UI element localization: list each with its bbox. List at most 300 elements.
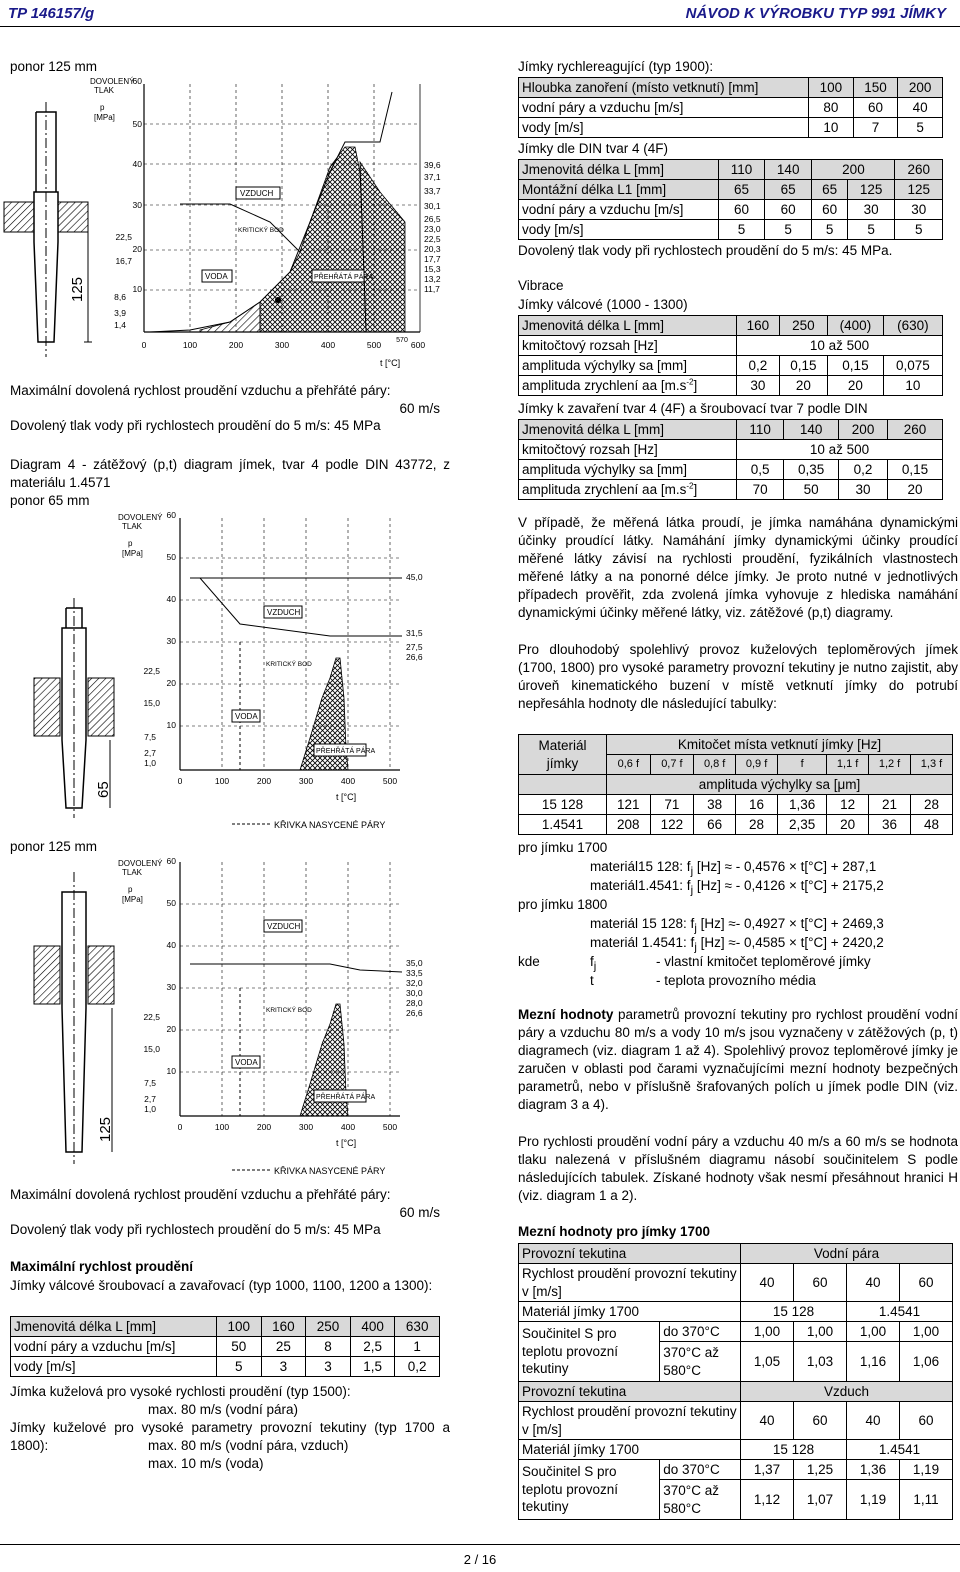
cell: 250 [306, 1317, 351, 1337]
x-tick: 200 [256, 776, 272, 786]
cell: 60 [764, 200, 812, 220]
y-tick: 10 [132, 284, 142, 294]
limits-1700-heading: Mezní hodnoty pro jímky 1700 [518, 1224, 711, 1239]
table-row [519, 460, 943, 480]
cell: 7 [853, 118, 898, 138]
table-row [11, 1337, 440, 1357]
max-speed-line: Maximální dovolená rychlost proudění vzduchu a přehřáté páry: [10, 1187, 391, 1202]
table-row [519, 735, 953, 755]
cell: 121 [607, 795, 651, 815]
cell: 0,8 f [694, 755, 736, 775]
cell: do 370°C [660, 1460, 741, 1480]
vibration-heading: Vibrace [518, 278, 564, 293]
right-value: 22,5 [424, 234, 441, 244]
max-speed-line: Maximální dovolená rychlost proudění vzduchu a přehřáté páry: [10, 383, 391, 398]
cell: 160 [261, 1317, 306, 1337]
table-row [519, 316, 943, 336]
doc-number: TP 146157/g [8, 5, 95, 22]
cell: (400) [828, 316, 884, 336]
cell: 260 [895, 160, 943, 180]
cell: 1,00 [794, 1322, 847, 1342]
cell: 3 [306, 1357, 351, 1377]
table-row [519, 1440, 953, 1460]
t-symbol: t [590, 973, 594, 988]
cell: 1,36 [847, 1460, 900, 1480]
conical-text-2: Jímky kuželové pro vysoké parametry provozní tekutiny (typ 1700 a 1800): [10, 1420, 450, 1453]
label-kriticky-bod: KRITICKÝ BOD [266, 661, 312, 668]
right-value: 20,3 [424, 244, 441, 254]
table-row [11, 1357, 440, 1377]
allowed-pressure: Dovolený tlak vody při rychlostech proudění do 5 m/s: 45 MPa. [518, 243, 893, 258]
cell: kmitočtový rozsah [Hz] [519, 440, 737, 460]
table-row [519, 356, 943, 376]
cell: 1,12 [741, 1480, 794, 1520]
table-row [519, 775, 953, 795]
cell: 60 [794, 1402, 847, 1440]
pressure-line: Dovolený tlak vody při rychlostech proudění do 5 m/s: 45 MPa [10, 1222, 381, 1238]
cell: 60 [719, 200, 765, 220]
cell: 1,00 [741, 1322, 794, 1342]
cell: 5 [812, 220, 847, 240]
cell: 250 [779, 316, 827, 336]
pressure-line: Dovolený tlak vody při rychlostech proudění do 5 m/s: 45 MPa [10, 418, 381, 434]
table-limits-1700 [518, 1243, 953, 1520]
cell: 0,075 [883, 356, 942, 376]
y-tick: 15,0 [143, 1044, 160, 1054]
cell: Součinitel S pro teplotu provozní tekutiny [519, 1322, 660, 1382]
y-tick: 22,5 [143, 1012, 160, 1022]
cell: 60 [794, 1264, 847, 1302]
table-row [519, 220, 943, 240]
label-voda: VODA [235, 1058, 258, 1067]
x-tick: 300 [298, 1122, 314, 1132]
table-row [519, 1302, 953, 1322]
table-row [519, 78, 943, 98]
max-speed-value: 60 m/s [399, 1204, 440, 1220]
conical-text-1: Jímka kuželová pro vysoké rychlosti proudění (typ 1500): [10, 1384, 351, 1399]
fj-symbol: $f_j$ [590, 954, 597, 973]
formula-text: [Hz] ≈- 0,4927 × t[°C] + 2469,3 [696, 916, 884, 931]
label-kriticky-bod: KRITICKÝ BOD [266, 1007, 312, 1014]
cell: 2,5 [350, 1337, 395, 1357]
y-tick: 60 [166, 856, 176, 866]
dynamic-paragraph: V případě, že měřená látka proudí, je jímka namáhána dynamickými účinky proudící látky. Namáhání jímky dynamickými účinky proudící měřené látky závisí na rychlosti proudění, fyzikálních vlastnostech měřené látky a na ponorné délce jímky. Je proto nutné v jednotlivých případech prověřit, zda zvolená jímka vyhovuje z hlediska namáhání dynamickými účinky měřené látky, viz. zátěžové (p,t) diagramy. [518, 515, 958, 620]
cell: 20 [828, 376, 884, 396]
formula-text: materiál1.4541: f [590, 878, 691, 893]
cell: 30 [737, 376, 780, 396]
conical-text-2c: max. 10 m/s (voda) [148, 1456, 264, 1471]
cell: Jmenovitá délka L [mm] [519, 420, 737, 440]
cell: Materiál jímky 1700 [519, 1302, 741, 1322]
where-label: kde [518, 954, 540, 969]
cell: 125 [895, 180, 943, 200]
right-value: 13,2 [424, 274, 441, 284]
table-row [519, 1244, 953, 1264]
label-vzduch: VZDUCH [267, 922, 301, 931]
cell: 110 [719, 160, 765, 180]
cylindrical-heading: Jímky válcové (1000 - 1300) [518, 297, 688, 312]
formula-1700-a: materiál15 128: $f_j$ [Hz] ≈ - 0,4576 × t[°C] + 287,1 [590, 859, 877, 878]
cell: amplituda výchylky sa [mm] [519, 356, 737, 376]
x-tick: 300 [298, 776, 314, 786]
symbol: f [590, 954, 594, 969]
table-row [519, 1322, 953, 1342]
cell: 1,16 [847, 1342, 900, 1382]
table-row [519, 1460, 953, 1480]
cell: 1,03 [794, 1342, 847, 1382]
max-flow-heading: Maximální rychlost proudění [10, 1259, 194, 1274]
right-value: 23,0 [424, 224, 441, 234]
cell: 25 [261, 1337, 306, 1357]
conical-text-1b: max. 80 m/s (vodní pára) [148, 1402, 299, 1417]
cell: 1,11 [900, 1480, 953, 1520]
formula-1800-a: materiál 15 128: $f_j$ [Hz] ≈- 0,4927 × t[°C] + 2469,3 [590, 916, 884, 935]
cell: 370°C až 580°C [660, 1480, 741, 1520]
saturation-curve-label: KŘIVKA NASYCENÉ PÁRY [274, 1166, 386, 1176]
cell: 5 [719, 220, 765, 240]
cell: 0,15 [828, 356, 884, 376]
right-value: 30,0 [406, 988, 423, 998]
x-tick: 0 [177, 776, 183, 786]
formula-text: materiál 15 128: f [590, 916, 695, 931]
cell: 140 [784, 420, 839, 440]
cell: 10 [883, 376, 942, 396]
t-description: - teplota provozního média [656, 973, 816, 988]
y-axis-label-3: p [100, 103, 105, 112]
right-value: 17,7 [424, 254, 441, 264]
formula-text: [Hz] ≈ - 0,4576 × t[°C] + 287,1 [693, 859, 877, 874]
cell: 1 [395, 1337, 440, 1357]
table-row [519, 160, 943, 180]
y-tick: 1,0 [144, 758, 156, 768]
y-axis-label-4: [MPa] [94, 113, 115, 122]
cell: vody [m/s] [519, 220, 719, 240]
ponor-label-1: ponor 125 mm [10, 59, 98, 74]
cell: Jmenovitá délka L [mm] [519, 160, 719, 180]
table-vibration-2 [518, 419, 943, 500]
x-axis-label: t [°C] [380, 358, 401, 368]
table-row [519, 336, 943, 356]
y-tick: 10 [166, 720, 176, 730]
right-value: 26,5 [424, 214, 441, 224]
y-tick: 60 [132, 76, 142, 86]
cell: 0,35 [784, 460, 839, 480]
formula-1800-heading: pro jímku 1800 [518, 897, 608, 912]
label-voda: VODA [235, 712, 258, 721]
cell: amplituda výchylky sa [μm] [607, 775, 953, 795]
cell: Materiál jímky 1700 [519, 1440, 741, 1460]
cell: 50 [217, 1337, 262, 1357]
y-tick: 16,7 [115, 256, 132, 266]
right-value: 30,1 [424, 201, 441, 211]
right-value: 35,0 [406, 958, 423, 968]
x-axis-label: t [°C] [336, 792, 357, 802]
x-tick: 0 [177, 1122, 183, 1132]
label-vzduch: VZDUCH [267, 608, 301, 617]
cell: 0,5 [737, 460, 784, 480]
cell: 28 [736, 815, 778, 835]
table-row [519, 1264, 953, 1302]
cell [519, 775, 607, 795]
cell: 125 [847, 180, 895, 200]
table-row [519, 480, 943, 500]
cell: 100 [217, 1317, 262, 1337]
right-value: 37,1 [424, 172, 441, 182]
y-tick: 40 [166, 594, 176, 604]
right-value: 26,6 [406, 652, 423, 662]
cell: 5 [898, 118, 943, 138]
cell: 60 [812, 200, 847, 220]
right-value: 28,0 [406, 998, 423, 1008]
din-heading: Jímky dle DIN tvar 4 (4F) [518, 141, 669, 156]
limits-paragraph [518, 1006, 958, 1114]
right-value: 15,3 [424, 264, 441, 274]
table-row [11, 1317, 440, 1337]
max-speed-value: 60 m/s [399, 400, 440, 416]
y-tick: 50 [132, 119, 142, 129]
x-tick: 0 [141, 340, 147, 350]
y-axis-label: DOVOLENÝ [118, 859, 163, 868]
cell: 36 [869, 815, 911, 835]
cell: vody [m/s] [519, 118, 809, 138]
y-tick: 22,5 [115, 232, 132, 242]
cell: 1,2 f [869, 755, 911, 775]
cell: 630 [395, 1317, 440, 1337]
cell: 16 [736, 795, 778, 815]
y-tick: 1,0 [144, 1104, 156, 1114]
conical-paragraph: Pro dlouhodobý spolehlivý provoz kuželových teploměrových jímek (1700, 1800) pro vysoké parametry provozní tekutiny je nutno zajistit, aby úroveň kinematického buzení v místě vetknutí jímky do potrubí nepřesáhla hodnoty dle následující tabulky: [518, 642, 958, 711]
y-tick: 7,5 [144, 732, 156, 742]
y-tick: 30 [166, 636, 176, 646]
x-tick: 100 [214, 776, 230, 786]
cell: 60 [900, 1402, 953, 1440]
cell-text: amplituda zrychlení aa [m.s [522, 377, 687, 393]
fast-sheaths-heading: Jímky rychlereagující (typ 1900): [518, 59, 714, 74]
diagram-3 [0, 852, 450, 1182]
cell: 122 [650, 815, 694, 835]
x-tick: 500 [382, 1122, 398, 1132]
cell: 38 [694, 795, 736, 815]
cell: vodní páry a vzduchu [m/s] [519, 200, 719, 220]
cell-text: amplituda zrychlení aa [m.s [522, 481, 687, 497]
diagram-3-svg [0, 852, 450, 1182]
table-row [519, 1382, 953, 1402]
formula-text: materiál15 128: f [590, 859, 691, 874]
cell: Provozní tekutina [519, 1382, 741, 1402]
label-prehrata-para: PŘEHŘÁTÁ PÁRA [316, 748, 376, 755]
cell: 5 [895, 220, 943, 240]
label-vzduch: VZDUCH [240, 189, 274, 198]
x-tick: 300 [274, 340, 290, 350]
y-tick: 50 [166, 552, 176, 562]
right-value: 39,6 [424, 160, 441, 170]
right-value: 26,6 [406, 1008, 423, 1018]
cell: 1,07 [794, 1480, 847, 1520]
y-axis-label-4: [MPa] [122, 549, 143, 558]
cell: 1,1 f [827, 755, 869, 775]
y-axis-label-4: [MPa] [122, 895, 143, 904]
label-prehrata-para: PŘEHŘÁTÁ PÁRA [316, 1094, 376, 1101]
cell: 3 [261, 1357, 306, 1377]
cell: 1,25 [794, 1460, 847, 1480]
max-speed-text-1 [10, 382, 450, 435]
cell: 1,37 [741, 1460, 794, 1480]
x-tick: 200 [228, 340, 244, 350]
cell: 200 [839, 420, 888, 440]
cell: 1,3 f [911, 755, 953, 775]
cell: 110 [737, 420, 784, 440]
y-axis-label: DOVOLENÝ [90, 77, 135, 86]
y-tick: 30 [132, 200, 142, 210]
cell: 30 [895, 200, 943, 220]
cell: 1,36 [778, 795, 827, 815]
y-tick: 20 [132, 244, 142, 254]
length-label-1: 125 [69, 276, 86, 302]
cell: 5 [764, 220, 812, 240]
table-row [519, 98, 943, 118]
cell: 60 [900, 1264, 953, 1302]
x-tick: 500 [366, 340, 382, 350]
y-axis-label-2: TLAK [122, 868, 143, 877]
y-tick: 40 [132, 159, 142, 169]
cell: 8 [306, 1337, 351, 1357]
cell: 65 [764, 180, 812, 200]
y-axis-label-2: TLAK [94, 86, 115, 95]
cell: 20 [779, 376, 827, 396]
cell: 5 [847, 220, 895, 240]
cell: 1.4541 [847, 1302, 953, 1322]
cell: 160 [737, 316, 780, 336]
right-value: 27,5 [406, 642, 423, 652]
cell: do 370°C [660, 1322, 741, 1342]
table-row [519, 815, 953, 835]
formula-text: [Hz] ≈ - 0,4126 × t[°C] + 2175,2 [693, 878, 884, 893]
right-value: 11,7 [424, 284, 440, 294]
diagram-1-svg [0, 72, 450, 372]
formula-1700-heading: pro jímku 1700 [518, 840, 608, 855]
y-tick: 22,5 [143, 666, 160, 676]
cell: 200 [898, 78, 943, 98]
ponor-label-2: ponor 65 mm [10, 493, 90, 508]
page-header [0, 0, 960, 36]
cell: Součinitel S pro teplotu provozní tekutiny [519, 1460, 660, 1520]
cell: 65 [719, 180, 765, 200]
y-tick: 2,7 [144, 748, 156, 758]
x-tick: 500 [382, 776, 398, 786]
y-tick: 8,6 [114, 292, 126, 302]
page-number: 2 / 16 [463, 1552, 497, 1567]
cell: 200 [812, 160, 895, 180]
cell: 1,19 [847, 1480, 900, 1520]
table-vibration-1 [518, 315, 943, 396]
y-tick: 50 [166, 898, 176, 908]
max-speed-text-2 [10, 1186, 450, 1239]
cell: amplituda zrychlení aa $[m.s^{-2}]$ [519, 480, 737, 500]
y-axis-label-3: p [128, 539, 133, 548]
length-label-2: 65 [95, 781, 112, 798]
cell: 71 [650, 795, 694, 815]
x-tick: 100 [182, 340, 198, 350]
cell: 65 [812, 180, 847, 200]
cell: 140 [764, 160, 812, 180]
diagram-2 [0, 508, 450, 834]
cell: 15 128 [741, 1440, 847, 1460]
y-tick: 20 [166, 1024, 176, 1034]
superscript: -2 [686, 481, 694, 491]
y-tick: 20 [166, 678, 176, 688]
cell: Jmenovitá délka L [mm] [519, 316, 737, 336]
cell: 1,19 [900, 1460, 953, 1480]
cell: 150 [853, 78, 898, 98]
cell: Vzduch [741, 1382, 953, 1402]
cell: 10 [809, 118, 854, 138]
coefficient-paragraph: Pro rychlosti proudění vodní páry a vzduchu 40 m/s a 60 m/s se hodnota tlaku nalezená v příslušném diagramu násobí součinitelem S podle následujících tabulek. Získané hodnoty však nesmí přesáhnout hranici H (viz. diagram 1 a 2). [518, 1134, 958, 1203]
x-tick: 200 [256, 1122, 272, 1132]
cylindrical-sheaths-text: Jímky válcové šroubovací a zavařovací (typ 1000, 1100, 1200 a 1300): [10, 1278, 433, 1293]
right-value: 33,5 [406, 968, 423, 978]
right-value: 31,5 [406, 628, 423, 638]
cell: 100 [809, 78, 854, 98]
cell: amplituda zrychlení aa $[m.s^{-2}]$ [519, 376, 737, 396]
cell: 1,00 [900, 1322, 953, 1342]
table-row [519, 440, 943, 460]
cell: 1,06 [900, 1342, 953, 1382]
header-rule [0, 26, 960, 27]
x-tick: 600 [410, 340, 426, 350]
x-tick: 400 [340, 776, 356, 786]
cell: 0,15 [887, 460, 942, 480]
cell: 1,05 [741, 1342, 794, 1382]
cell: 0,15 [779, 356, 827, 376]
table-row [519, 376, 943, 396]
cell: (630) [883, 316, 942, 336]
cell: 66 [694, 815, 736, 835]
cell: 40 [741, 1402, 794, 1440]
x-tick: 400 [340, 1122, 356, 1132]
right-value: 32,0 [406, 978, 423, 988]
cell: Kmitočet místa vetknutí jímky [Hz] [607, 735, 953, 755]
cell: 1.4541 [847, 1440, 953, 1460]
table-row [519, 118, 943, 138]
cell: 20 [827, 815, 869, 835]
cell: 70 [737, 480, 784, 500]
formula-text: [Hz] ≈- 0,4585 × t[°C] + 2420,2 [696, 935, 884, 950]
cell: 40 [847, 1402, 900, 1440]
cell: 0,6 f [607, 755, 651, 775]
y-tick: 60 [166, 510, 176, 520]
cell: 2,35 [778, 815, 827, 835]
length-label-3: 125 [97, 1116, 114, 1142]
cell: 40 [898, 98, 943, 118]
cell: 50 [784, 480, 839, 500]
table-flow-speeds [10, 1316, 440, 1377]
limits-bold: Mezní hodnoty [518, 1007, 614, 1022]
cell: 0,2 [395, 1357, 440, 1377]
cell: 208 [607, 815, 651, 835]
cell: 20 [887, 480, 942, 500]
footer-rule [0, 1544, 960, 1545]
y-tick: 7,5 [144, 1078, 156, 1088]
cell: amplituda výchylky sa [mm] [519, 460, 737, 480]
right-value: 33,7 [424, 186, 441, 196]
cell: 1.4541 [519, 815, 607, 835]
table-row [519, 420, 943, 440]
cell: Vodní pára [741, 1244, 953, 1264]
label-prehrata-para: PŘEHŘÁTÁ PÁRA [314, 274, 374, 281]
cell: 15 128 [519, 795, 607, 815]
table-row [519, 200, 943, 220]
x-axis-label: t [°C] [336, 1138, 357, 1148]
